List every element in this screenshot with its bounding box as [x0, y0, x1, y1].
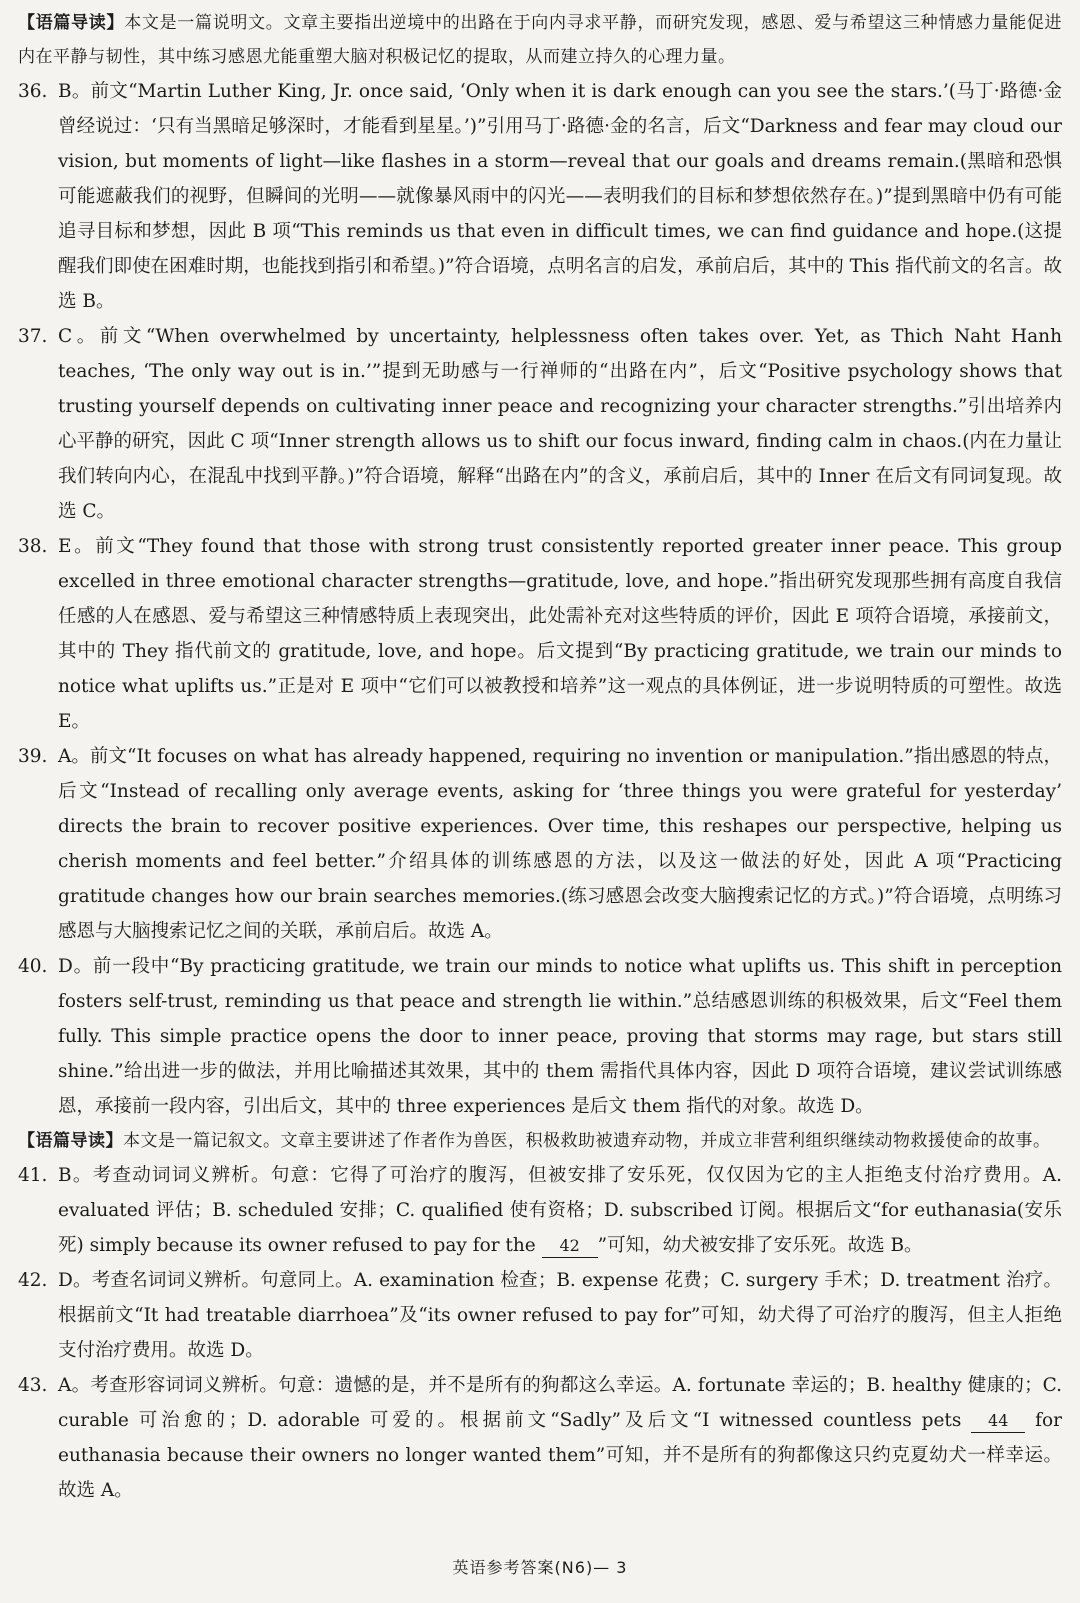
item-text-before: A。考查形容词词义辨析。句意：遗憾的是，并不是所有的狗都这么幸运。A. fortunate 幸运的；B. healthy 健康的；C. curable 可治愈的；D. adorable 可爱的。根据前文“Sadly”及后文“I witnessed countless pets: [58, 1375, 1062, 1431]
item-text-after: ”可知，幼犬被安排了安乐死。故选 B。: [597, 1235, 923, 1256]
answer-item-39: [18, 739, 1062, 949]
guide-text: 本文是一篇记叙文。文章主要讲述了作者作为兽医，积极救助被遗弃动物，并成立非营利组织继续动物救援使命的故事。: [123, 1131, 1051, 1151]
item-text: A。前文“It focuses on what has already happened, requiring no invention or manipulation.”指出感恩的特点，后文“Instead of recalling only average events, asking for ‘three things you were grateful for yesterday’ directs the brain to recover positive experiences. Over time, this reshapes our perspective, helping us cherish moments and feel better.”介绍具体的训练感恩的方法，以及这一做法的好处，因此 A 项“Practicing gratitude changes how our brain searches memories.(练习感恩会改变大脑搜索记忆的方式。)”符合语境，点明练习感恩与大脑搜索记忆之间的关联，承前启后。故选 A。: [58, 746, 1062, 942]
item-number: 36.: [18, 81, 48, 102]
passage-guide-2: [18, 1124, 1062, 1158]
guide-tag: 【语篇导读】: [18, 1131, 123, 1151]
item-number: 43.: [18, 1375, 48, 1396]
item-number: 37.: [18, 326, 48, 347]
item-number: 40.: [18, 956, 48, 977]
item-text: E。前文“They found that those with strong trust consistently reported greater inner peace. This group excelled in three emotional character strengths—gratitude, love, and hope.”指出研究发现那些拥有高度自我信任感的人在感恩、爱与希望这三种情感特质上表现突出，此处需补充对这些特质的评价，因此 E 项符合语境，承接前文，其中的 They 指代前文的 gratitude, love, and hope。后文提到“By practicing gratitude, we train our minds to notice what uplifts us.”正是对 E 项中“它们可以被教授和培养”这一观点的具体例证，进一步说明特质的可塑性。故选 E。: [58, 536, 1062, 732]
answer-item-36: [18, 74, 1062, 319]
blank-42: 42: [542, 1235, 598, 1258]
answer-item-41: [18, 1158, 1062, 1263]
answer-item-40: [18, 949, 1062, 1124]
blank-44: 44: [971, 1410, 1025, 1433]
item-text: C。前文“When overwhelmed by uncertainty, helplessness often takes over. Yet, as Thich Naht Hanh teaches, ‘The only way out is in.’”提到无助感与一行禅师的“出路在内”，后文“Positive psychology shows that trusting yourself depends on cultivating inner peace and recognizing your character strengths.”引出培养内心平静的研究，因此 C 项“Inner strength allows us to shift our focus inward, finding calm in chaos.(内在力量让我们转向内心，在混乱中找到平静。)”符合语境，解释“出路在内”的含义，承前启后，其中的 Inner 在后文有同词复现。故选 C。: [58, 326, 1062, 522]
guide-tag: 【语篇导读】: [18, 13, 125, 33]
item-text-before: B。考查动词词义辨析。句意：它得了可治疗的腹泻，但被安排了安乐死，仅仅因为它的主人拒绝支付治疗费用。A. evaluated 评估；B. scheduled 安排；C. qualified 使有资格；D. subscribed 订阅。根据后文“for euthanasia(安乐死) simply because its owner refused to pay for the: [58, 1165, 1062, 1256]
passage-guide-1: [18, 6, 1062, 74]
item-number: 38.: [18, 536, 48, 557]
answer-document: [18, 6, 1062, 1508]
item-text-after: for euthanasia because their owners no longer wanted them”可知，并不是所有的狗都像这只约克夏幼犬一样幸运。故选 A。: [58, 1410, 1062, 1501]
item-text: B。前文“Martin Luther King, Jr. once said, ‘Only when it is dark enough can you see the stars.’(马丁·路德·金曾经说过：‘只有当黑暗足够深时，才能看到星星。’)”引用马丁·路德·金的名言，后文“Darkness and fear may cloud our vision, but moments of light—like flashes in a storm—reveal that our goals and dreams remain.(黑暗和恐惧可能遮蔽我们的视野，但瞬间的光明——就像暴风雨中的闪光——表明我们的目标和梦想依然存在。)”提到黑暗中仍有可能追寻目标和梦想，因此 B 项“This reminds us that even in difficult times, we can find guidance and hope.(这提醒我们即使在困难时期，也能找到指引和希望。)”符合语境，点明名言的启发，承前启后，其中的 This 指代前文的名言。故选 B。: [58, 81, 1062, 312]
guide-text: 本文是一篇说明文。文章主要指出逆境中的出路在于向内寻求平静，而研究发现，感恩、爱与希望这三种情感力量能促进内在平静与韧性，其中练习感恩尤能重塑大脑对积极记忆的提取，从而建立持久的心理力量。: [18, 13, 1063, 67]
item-number: 42.: [18, 1270, 48, 1291]
item-number: 39.: [18, 746, 48, 767]
item-text: D。考查名词词义辨析。句意同上。A. examination 检查；B. expense 花费；C. surgery 手术；D. treatment 治疗。根据前文“It had treatable diarrhoea”及“its owner refused to pay for”可知，幼犬得了可治疗的腹泻，但主人拒绝支付治疗费用。故选 D。: [58, 1270, 1062, 1361]
item-number: 41.: [18, 1165, 48, 1186]
answer-item-38: [18, 529, 1062, 739]
page-footer: 英语参考答案(N6)— 3: [452, 1558, 628, 1577]
answer-item-37: [18, 319, 1062, 529]
item-text: D。前一段中“By practicing gratitude, we train our minds to notice what uplifts us. This shift in perception fosters self-trust, reminding us that peace and strength lie within.”总结感恩训练的积极效果，后文“Feel them fully. This simple practice opens the door to inner peace, proving that storms may rage, but stars still shine.”给出进一步的做法，并用比喻描述其效果，其中的 them 需指代具体内容，因此 D 项符合语境，建议尝试训练感恩，承接前一段内容，引出后文，其中的 three experiences 是后文 them 指代的对象。故选 D。: [58, 956, 1062, 1117]
answer-item-43: [18, 1368, 1062, 1508]
answer-item-42: [18, 1263, 1062, 1368]
